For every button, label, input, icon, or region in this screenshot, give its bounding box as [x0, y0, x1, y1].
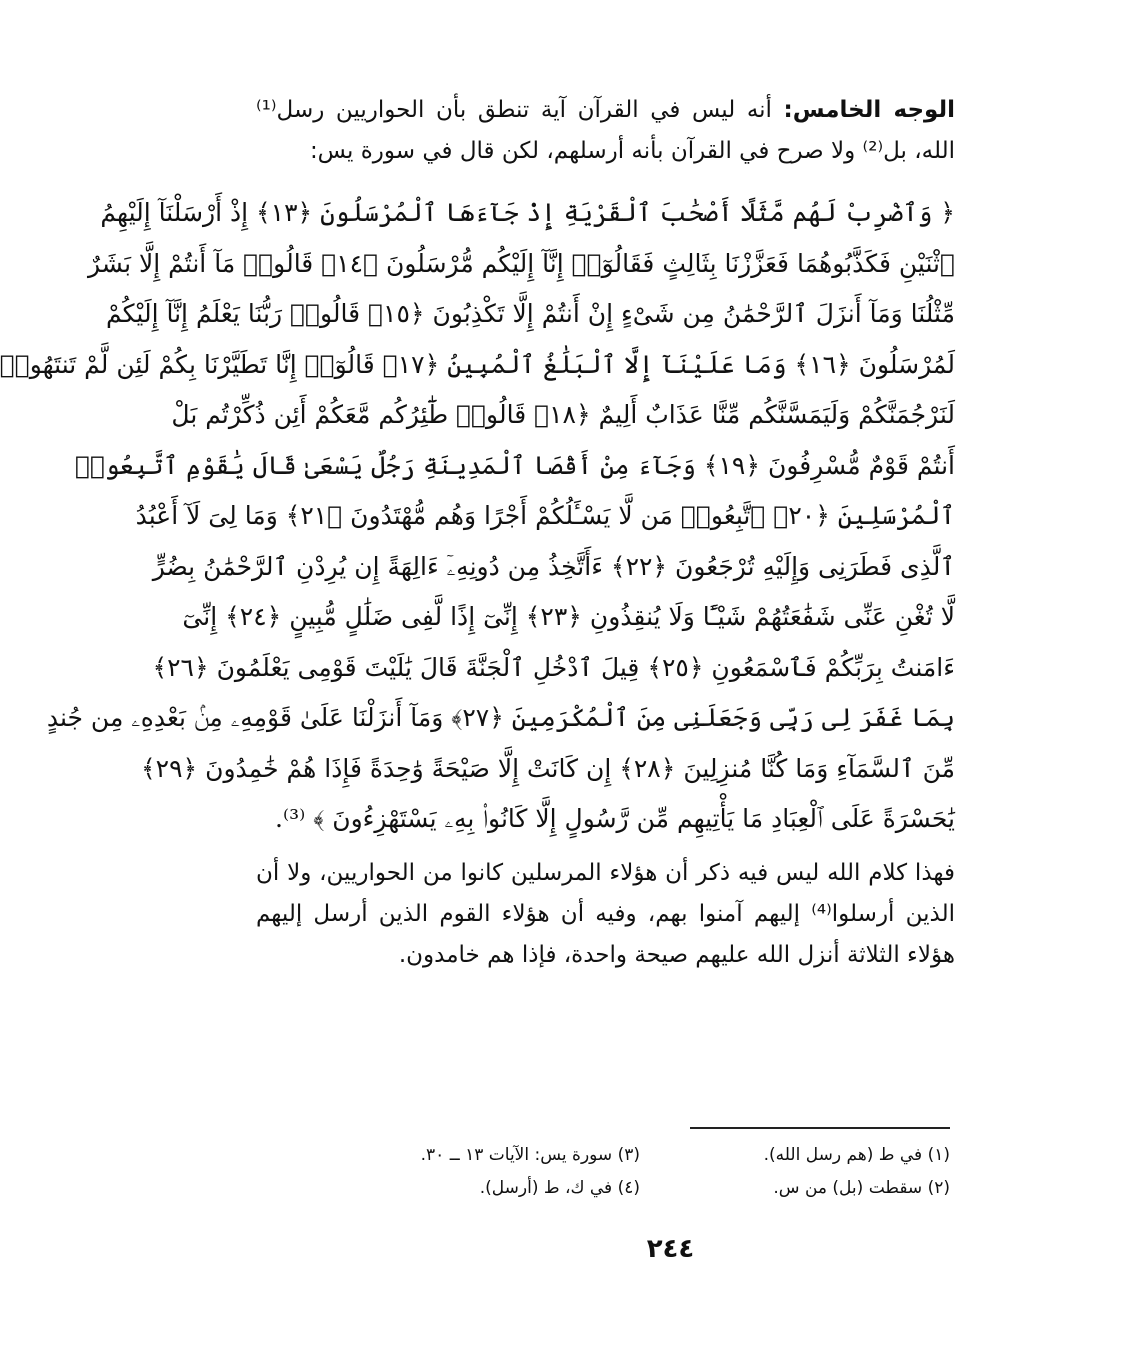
verse-line: لَّا تُغْنِ عَنِّى شَفَٰعَتُهُمْ شَيْـًٔا وَلَا يُنقِذُونِ ﴿٢٣﴾ إِنِّىٓ إِذًا لَّفِى ضَلَٰلٍ مُّبِينٍ ﴿٢٤﴾ إِنِّىٓ [182, 602, 955, 631]
footnote-divider [690, 1127, 950, 1129]
footnote: (٤) في ك، ط (أرسل). [479, 1178, 640, 1198]
quran-passage [0, 188, 955, 845]
verse-line: مِّنَ ٱلسَّمَآءِ وَمَا كُنَّا مُنزِلِينَ ﴿٢٨﴾ إِن كَانَتْ إِلَّا صَيْحَةً وَٰحِدَةً فَإِذَا هُمْ خَٰمِدُونَ ﴿٢٩﴾ [141, 753, 955, 783]
page-body [0, 90, 956, 976]
verse-line: ٱلْمُرْسَلِينَ ﴿٢٠﴾ ٱتَّبِعُوا۟ مَن لَّا يَسْـَٔلُكُمْ أَجْرًا وَهُم مُّهْتَدُونَ ﴿٢١﴾ وَمَا لِىَ لَآ أَعْبُدُ [135, 501, 955, 530]
verse-line: لَمُرْسَلُونَ ﴿١٦﴾ وَمَا عَلَيْنَآ إِلَّا ٱلْبَلَٰغُ ٱلْمُبِينُ ﴿١٧﴾ قَالُوٓا۟ إِنَّا تَطَيَّرْنَا بِكُمْ لَئِن لَّمْ تَنتَهُوا۟ [0, 349, 955, 379]
verse-line: ٱلَّذِى فَطَرَنِى وَإِلَيْهِ تُرْجَعُونَ ﴿٢٢﴾ ءَأَتَّخِذُ مِن دُونِهِۦٓ ءَالِهَةً إِن يُرِدْنِ ٱلرَّحْمَٰنُ بِضُرٍّ [152, 551, 955, 581]
intro-paragraph [256, 90, 955, 172]
footnote: (٣) سورة يس: الآيات ١٣ ــ ٣٠. [420, 1145, 640, 1165]
closing-paragraph: فهذا كلام الله ليس فيه ذكر أن هؤلاء المرسلين كانوا من الحواريين، ولا أن الذين أرسلوا⁽⁴⁾ إليهم آمنوا بهم، وفيه أن هؤلاء القوم الذين أرسل إليهم هؤلاء الثلاثة أنزل الله عليهم صيحة واحدة، فإذا هم خامدون. [256, 859, 956, 968]
verse-line: مِّثْلُنَا وَمَآ أَنزَلَ ٱلرَّحْمَٰنُ مِن شَىْءٍ إِنْ أَنتُمْ إِلَّا تَكْذِبُونَ ﴿١٥﴾ قَالُوا۟ رَبُّنَا يَعْلَمُ إِنَّآ إِلَيْكُمْ [105, 299, 955, 328]
verse-line: لَنَرْجُمَنَّكُمْ وَلَيَمَسَّنَّكُم مِّنَّا عَذَابٌ أَلِيمٌ ﴿١٨﴾ قَالُوا۟ طَٰٓئِرُكُم مَّعَكُمْ أَئِن ذُكِّرْتُم بَلْ [171, 400, 955, 429]
footnote: (١) في ط (هم رسل الله). [763, 1145, 950, 1165]
footnotes-left-column [360, 1139, 640, 1205]
section-heading: الوجه الخامس: [783, 97, 955, 123]
verse-line: ءَامَنتُ بِرَبِّكُمْ فَٱسْمَعُونِ ﴿٢٥﴾ قِيلَ ٱدْخُلِ ٱلْجَنَّةَ قَالَ يَٰلَيْتَ قَوْمِى يَعْلَمُونَ ﴿٢٦﴾ [152, 652, 955, 682]
footnotes-right-column [670, 1139, 950, 1205]
verse-line: ﴿ وَٱضْرِبْ لَهُم مَّثَلًا أَصْحَٰبَ ٱلْقَرْيَةِ إِذْ جَآءَهَا ٱلْمُرْسَلُونَ ﴿١٣﴾ إِذْ أَرْسَلْنَآ إِلَيْهِمُ [100, 198, 955, 227]
footnote: (٢) سقطت (بل) من س. [773, 1178, 950, 1198]
verse-line: يَٰحَسْرَةً عَلَى ٱلْعِبَادِ مَا يَأْتِيهِم مِّن رَّسُولٍ إِلَّا كَانُوا۟ بِهِۦ يَسْتَهْزِءُونَ ﴾ ⁽³⁾. [275, 804, 955, 833]
intro-text: أنه ليس في القرآن آية تنطق بأن الحواريين رسل⁽¹⁾ الله، بل⁽²⁾ ولا صرح في القرآن بأنه أرسلهم، لكن قال في سورة يس: [256, 97, 955, 164]
verse-line: بِمَا غَفَرَ لِى رَبِّى وَجَعَلَنِى مِنَ ٱلْمُكْرَمِينَ ﴿٢٧﴾ وَمَآ أَنزَلْنَا عَلَىٰ قَوْمِهِۦ مِنۢ بَعْدِهِۦ مِن جُندٍ [46, 703, 955, 732]
page-number: ٢٤٤ [646, 1234, 695, 1264]
verse-line: ٱثْنَيْنِ فَكَذَّبُوهُمَا فَعَزَّزْنَا بِثَالِثٍ فَقَالُوٓا۟ إِنَّآ إِلَيْكُم مُّرْسَلُونَ ﴿١٤﴾ قَالُوا۟ مَآ أَنتُمْ إِلَّا بَشَرٌ [88, 248, 955, 278]
verse-line: أَنتُمْ قَوْمٌ مُّسْرِفُونَ ﴿١٩﴾ وَجَآءَ مِنْ أَقْصَا ٱلْمَدِينَةِ رَجُلٌ يَسْعَىٰ قَالَ يَٰقَوْمِ ٱتَّبِعُوا۟ [74, 450, 955, 480]
